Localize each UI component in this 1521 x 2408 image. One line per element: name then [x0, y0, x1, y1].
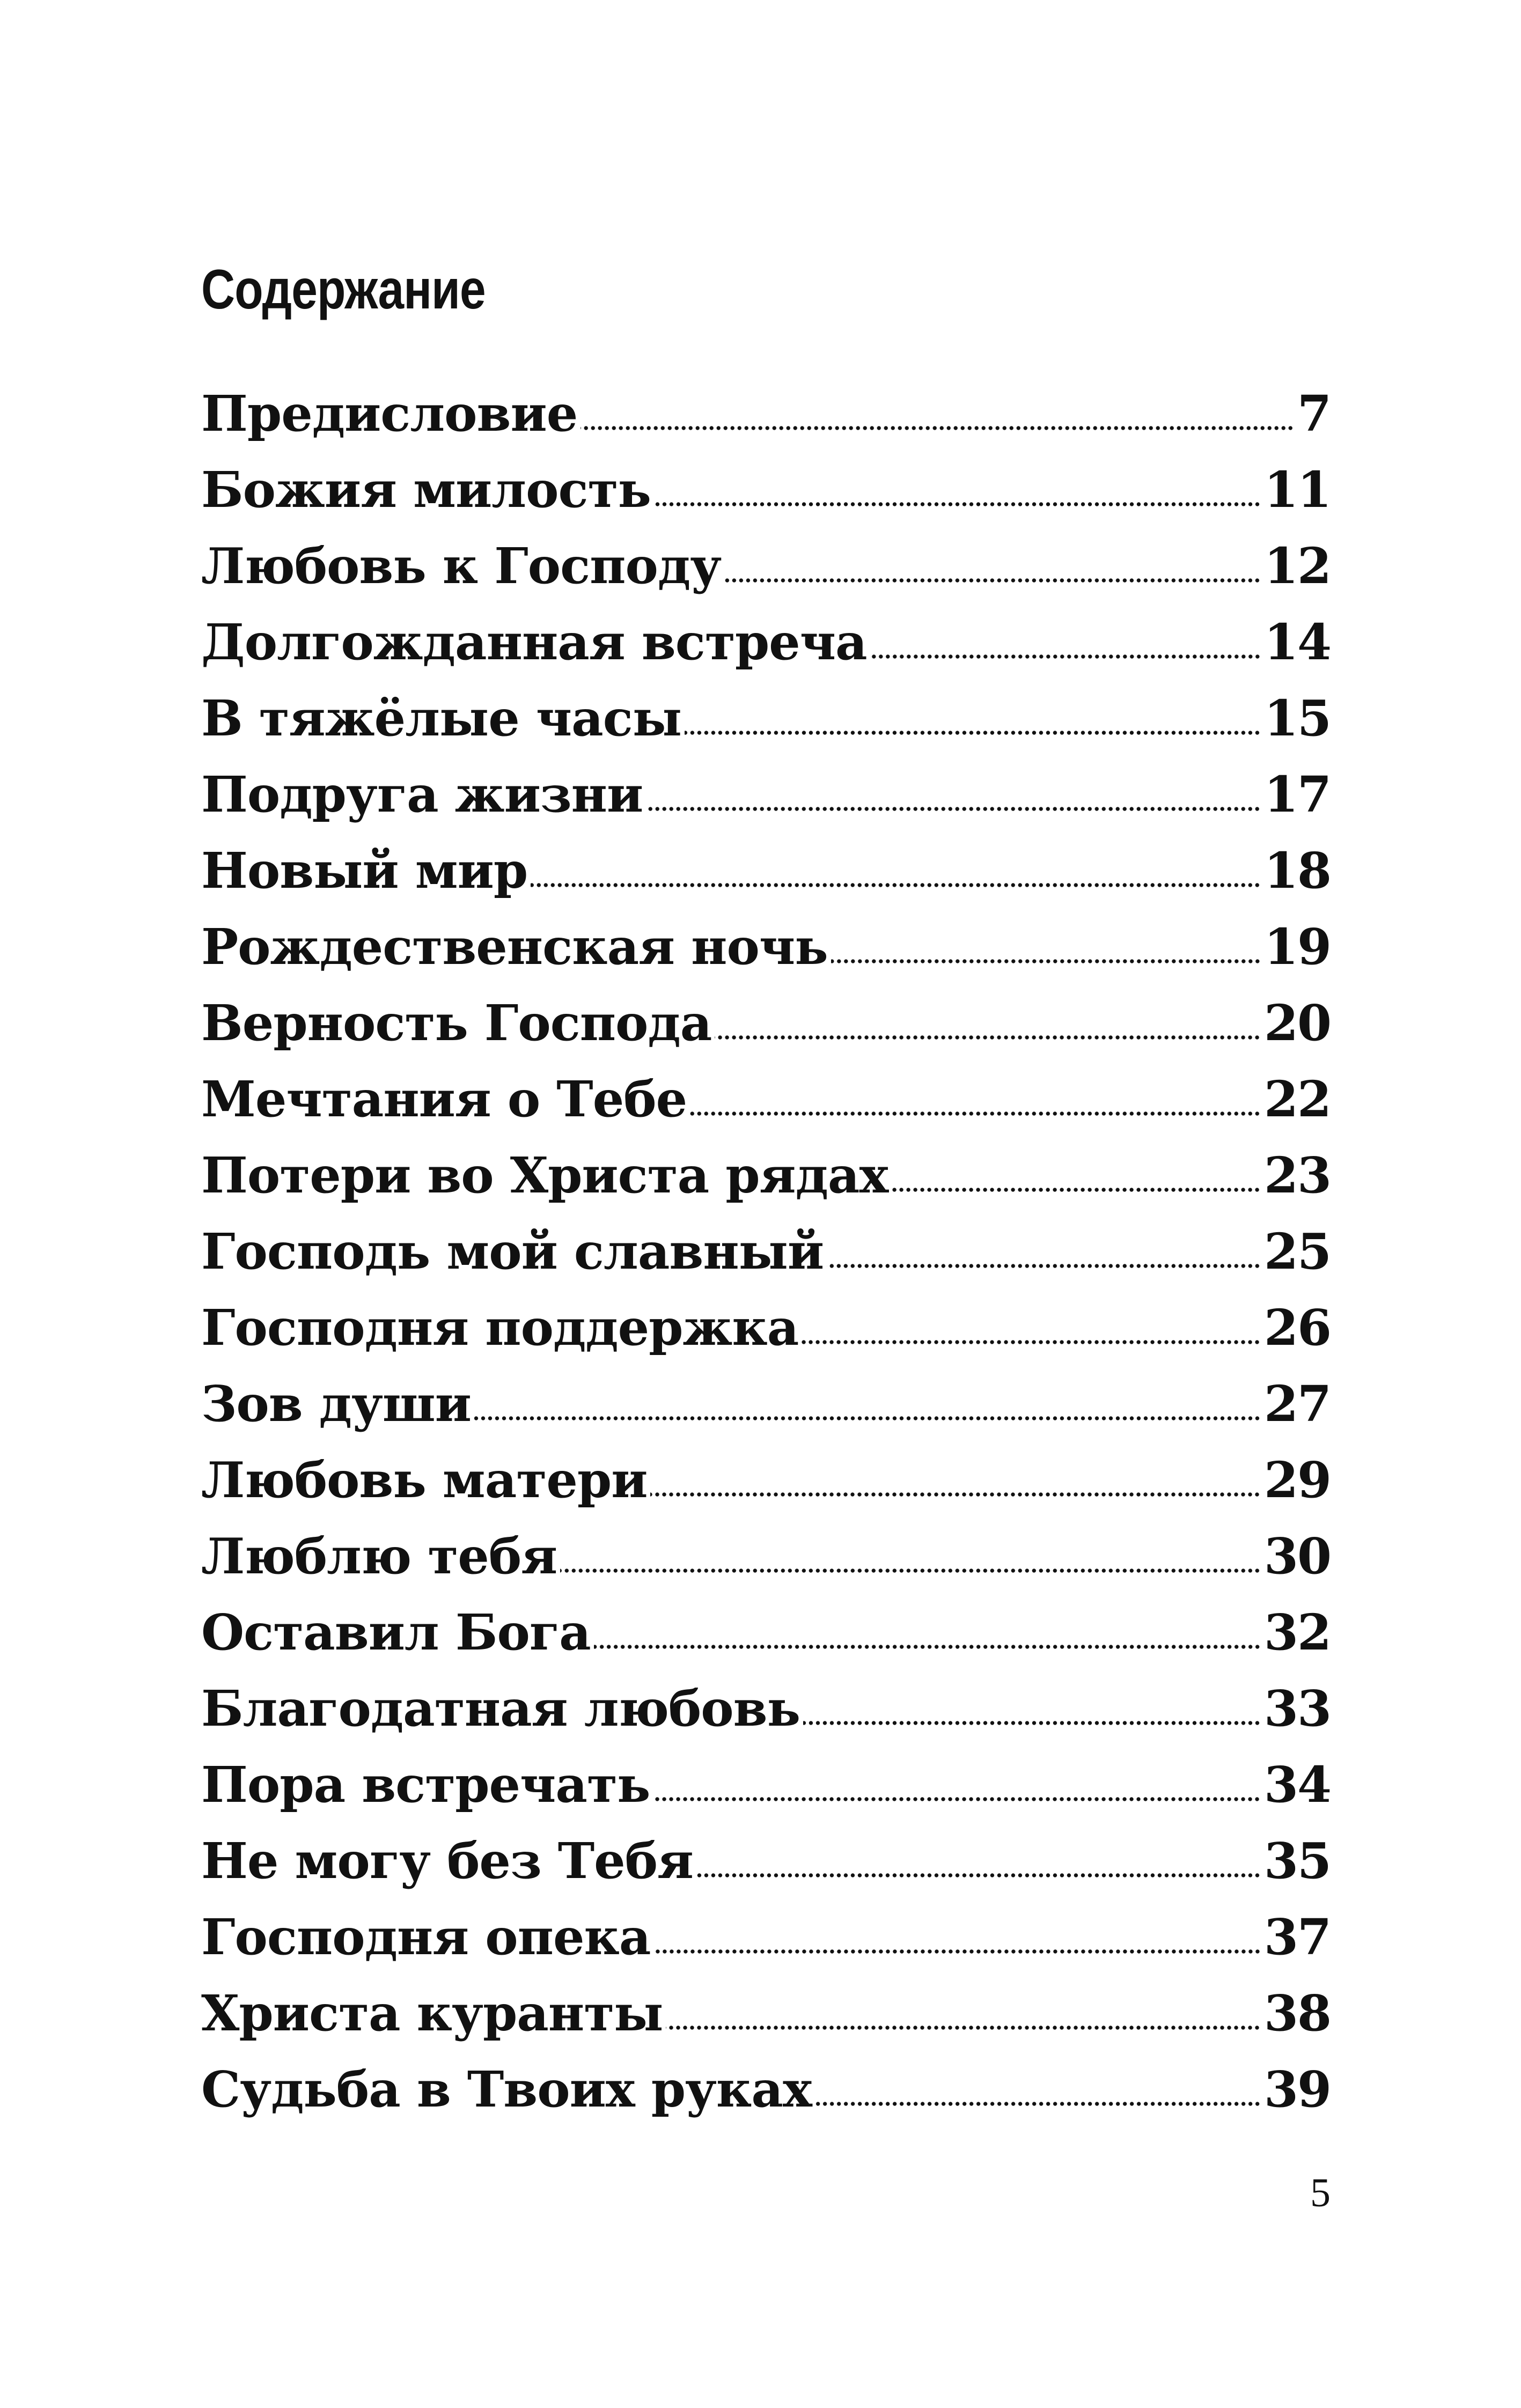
toc-entry-page: 22: [1263, 1070, 1331, 1128]
toc-entry[interactable]: [201, 756, 1331, 833]
toc-entry-title: Мечтания о Тебе: [201, 1070, 687, 1128]
toc-entry-title: Рождественская ночь: [201, 918, 828, 976]
toc-entry-title: Божия милость: [201, 461, 651, 519]
dot-leader: [654, 502, 1261, 507]
toc-entry-page: 7: [1297, 385, 1331, 443]
dot-leader: [696, 1873, 1261, 1878]
dot-leader: [581, 425, 1294, 431]
toc-entry-title: Христа куранты: [201, 1984, 663, 2042]
page-title: Содержание: [201, 258, 486, 321]
toc-entry-title: Верность Господа: [201, 994, 712, 1052]
toc-entry-page: 18: [1263, 842, 1331, 900]
toc-entry-title: Господь мой славный: [201, 1223, 824, 1280]
toc-entry-title: Господня поддержка: [201, 1299, 799, 1357]
toc-entry-page: 32: [1263, 1603, 1331, 1661]
toc-entry-page: 15: [1263, 689, 1331, 747]
toc-entry-page: 34: [1263, 1756, 1331, 1814]
toc-entry[interactable]: [201, 833, 1331, 909]
toc-entry[interactable]: [201, 1442, 1331, 1518]
toc-entry-page: 38: [1263, 1984, 1331, 2042]
dot-leader: [803, 1720, 1261, 1726]
toc-entry[interactable]: [201, 528, 1331, 604]
toc-entry[interactable]: [201, 1823, 1331, 1899]
toc-entry-page: 37: [1263, 1908, 1331, 1966]
toc-entry-page: 39: [1263, 2060, 1331, 2118]
toc-entry-title: Потери во Христа рядах: [201, 1146, 888, 1204]
dot-leader: [891, 1187, 1261, 1192]
toc-entry[interactable]: [201, 452, 1331, 528]
toc-entry-page: 14: [1263, 613, 1331, 671]
table-of-contents: [201, 375, 1331, 2127]
dot-leader: [650, 1492, 1261, 1497]
toc-entry[interactable]: [201, 2051, 1331, 2127]
toc-entry-page: 25: [1263, 1223, 1331, 1280]
dot-leader: [560, 1568, 1261, 1573]
dot-leader: [654, 1949, 1261, 1954]
toc-entry-title: В тяжёлые часы: [201, 689, 682, 747]
dot-leader: [831, 959, 1261, 964]
toc-entry[interactable]: [201, 1290, 1331, 1366]
toc-entry[interactable]: [201, 1366, 1331, 1442]
toc-entry-page: 33: [1263, 1680, 1331, 1737]
toc-entry[interactable]: [201, 1670, 1331, 1747]
toc-entry-title: Благодатная любовь: [201, 1680, 800, 1737]
toc-entry-page: 29: [1263, 1451, 1331, 1509]
dot-leader: [646, 806, 1261, 812]
toc-entry-page: 30: [1263, 1527, 1331, 1585]
dot-leader: [724, 578, 1261, 583]
dot-leader: [594, 1644, 1261, 1649]
toc-entry-title: Долгожданная встреча: [201, 613, 867, 671]
toc-entry-title: Господня опека: [201, 1908, 651, 1966]
toc-entry[interactable]: [201, 1747, 1331, 1823]
dot-leader: [870, 654, 1261, 659]
dot-leader: [815, 2101, 1261, 2107]
toc-entry-page: 20: [1263, 994, 1331, 1052]
toc-entry-page: 17: [1263, 765, 1331, 823]
toc-entry[interactable]: [201, 985, 1331, 1061]
dot-leader: [531, 882, 1261, 888]
page-number: 5: [1310, 2170, 1331, 2215]
toc-entry[interactable]: [201, 909, 1331, 985]
toc-entry-title: Любовь матери: [201, 1451, 648, 1509]
dot-leader: [685, 730, 1261, 735]
toc-entry[interactable]: [201, 375, 1331, 452]
toc-entry[interactable]: [201, 1213, 1331, 1290]
toc-entry[interactable]: [201, 680, 1331, 756]
toc-entry-title: Пора встречать: [201, 1756, 650, 1814]
toc-entry-page: 26: [1263, 1299, 1331, 1357]
toc-entry-title: Новый мир: [201, 842, 528, 900]
dot-leader: [653, 1796, 1261, 1802]
toc-entry[interactable]: [201, 1594, 1331, 1670]
toc-entry[interactable]: [201, 1899, 1331, 1975]
toc-entry[interactable]: [201, 1137, 1331, 1213]
dot-leader: [827, 1263, 1261, 1269]
toc-entry-page: 12: [1263, 537, 1331, 595]
dot-leader: [690, 1111, 1261, 1116]
toc-entry[interactable]: [201, 604, 1331, 680]
dot-leader: [802, 1339, 1261, 1345]
toc-entry-page: 11: [1263, 461, 1331, 519]
toc-entry-page: 35: [1263, 1832, 1331, 1890]
toc-entry-title: Не могу без Тебя: [201, 1832, 694, 1890]
toc-entry-title: Судьба в Твоих руках: [201, 2060, 812, 2118]
toc-entry-title: Оставил Бога: [201, 1603, 591, 1661]
toc-entry[interactable]: [201, 1518, 1331, 1594]
toc-entry-title: Предисловие: [201, 385, 578, 443]
toc-entry-page: 19: [1263, 918, 1331, 976]
toc-entry-title: Любовь к Господу: [201, 537, 722, 595]
dot-leader: [715, 1035, 1261, 1040]
dot-leader: [474, 1416, 1261, 1421]
dot-leader: [666, 2025, 1261, 2030]
toc-entry-title: Подруга жизни: [201, 765, 643, 823]
toc-entry-page: 23: [1263, 1146, 1331, 1204]
toc-entry[interactable]: [201, 1061, 1331, 1137]
toc-entry[interactable]: [201, 1975, 1331, 2051]
toc-entry-title: Зов души: [201, 1375, 471, 1433]
toc-entry-page: 27: [1263, 1375, 1331, 1433]
toc-entry-title: Люблю тебя: [201, 1527, 557, 1585]
